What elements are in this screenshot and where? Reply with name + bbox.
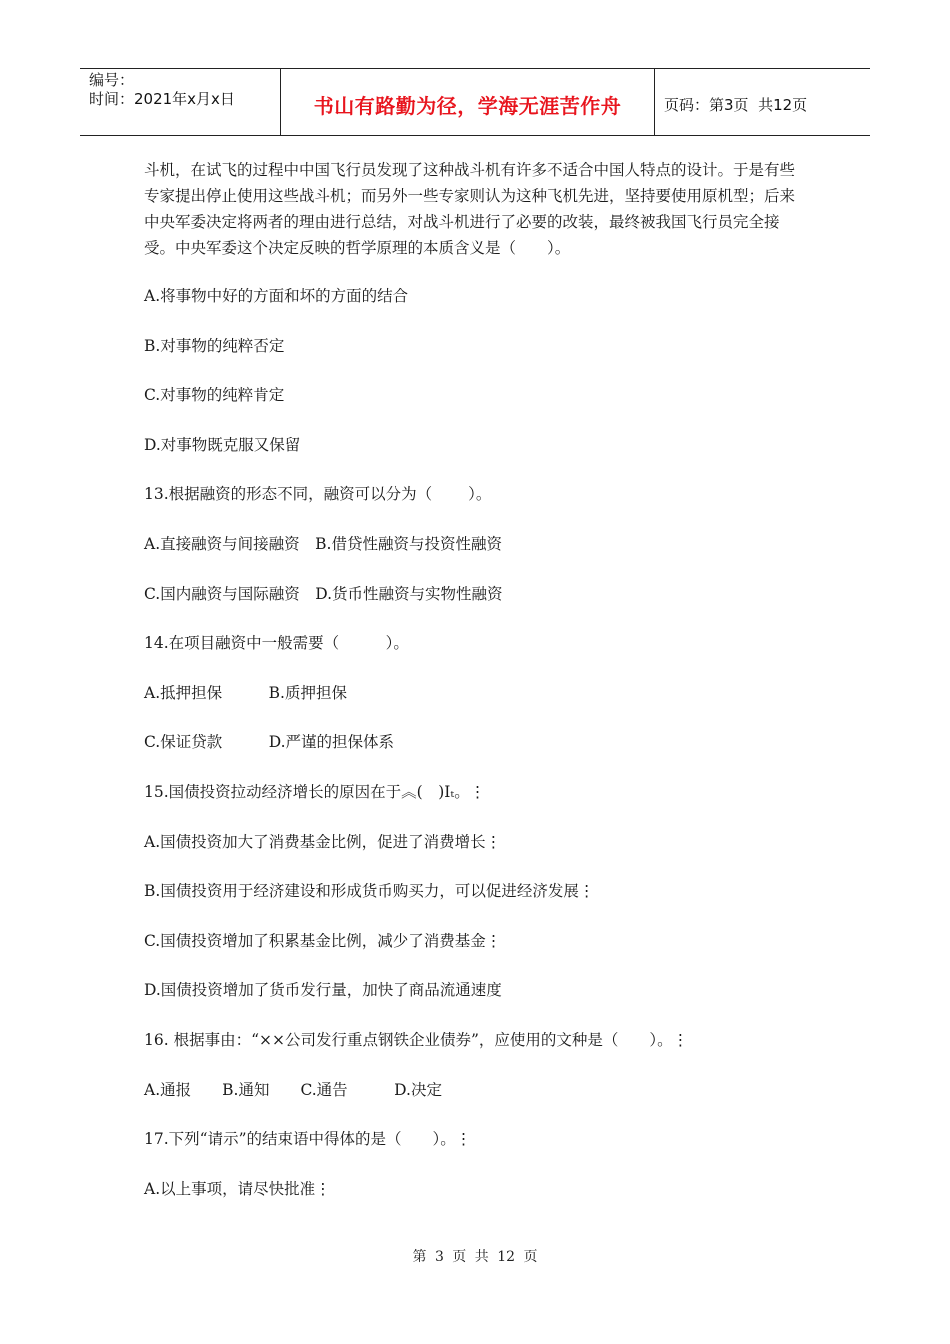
- header-motto: 书山有路勤为径，学海无涯苦作舟: [281, 69, 655, 135]
- text-line: A.国债投资加大了消费基金比例，促进了消费增长⋮: [144, 832, 502, 851]
- text-line: A.通报 B.通知 C.通告 D.决定: [144, 1080, 442, 1099]
- text-line: C.国内融资与国际融资 D.货币性融资与实物性融资: [144, 584, 503, 603]
- text-line: C.保证贷款 D.严谨的担保体系: [144, 733, 395, 752]
- question-14: 14.在项目融资中一般需要（ ）。: [144, 634, 409, 653]
- text-line: B.国债投资用于经济建设和形成货币购买力，可以促进经济发展⋮: [144, 882, 595, 901]
- page-footer: 第 3 页 共 12 页: [412, 1249, 538, 1265]
- document-body: [144, 157, 824, 1225]
- question-17: 17.下列“请示”的结束语中得体的是（ ）。⋮: [144, 1130, 472, 1149]
- text-line: A.直接融资与间接融资 B.借贷性融资与投资性融资: [144, 534, 502, 553]
- text-line: D.对事物既克服又保留: [144, 435, 301, 454]
- text-line: D.国债投资增加了货币发行量，加快了商品流通速度: [144, 981, 502, 1000]
- header-meta: [80, 69, 281, 135]
- text-line: B.对事物的纯粹否定: [144, 336, 285, 355]
- question-15: 15.国债投资拉动经济增长的原因在于︽( )Iₜ。⋮: [144, 782, 486, 801]
- text-line: A.以上事项，请尽快批准⋮: [144, 1179, 331, 1198]
- page-info-text: 页码：第3页 共12页: [664, 95, 808, 114]
- intro-paragraph: 斗机，在试飞的过程中中国飞行员发现了这种战斗机有许多不适合中国人特点的设计。于是有些专家提出停止使用这些战斗机；而另外一些专家则认为这种飞机先进，坚持要使用原机型；后来中央军委决定将两者的理由进行总结，对战斗机进行了必要的改装，最终被我国飞行员完全接受。中央军委这个决定反映的哲学原理的本质含义是（ ）。: [144, 161, 796, 257]
- number-label: 编号：: [89, 71, 135, 89]
- text-line: A.将事物中好的方面和坏的方面的结合: [144, 287, 409, 305]
- header-page-info: [655, 69, 870, 135]
- question-16: 16. 根据事由：“××公司发行重点钢铁企业债券”，应使用的文种是（ ）。⋮: [144, 1030, 689, 1049]
- text-line: C.对事物的纯粹肯定: [144, 386, 285, 405]
- question-13: 13.根据融资的形态不同，融资可以分为（ ）。: [144, 485, 492, 504]
- text-line: C.国债投资增加了积累基金比例，减少了消费基金⋮: [144, 931, 502, 950]
- time-label: 时间：2021年x月x日: [89, 90, 235, 108]
- page-header: [80, 68, 870, 136]
- text-line: A.抵押担保 B.质押担保: [144, 683, 347, 702]
